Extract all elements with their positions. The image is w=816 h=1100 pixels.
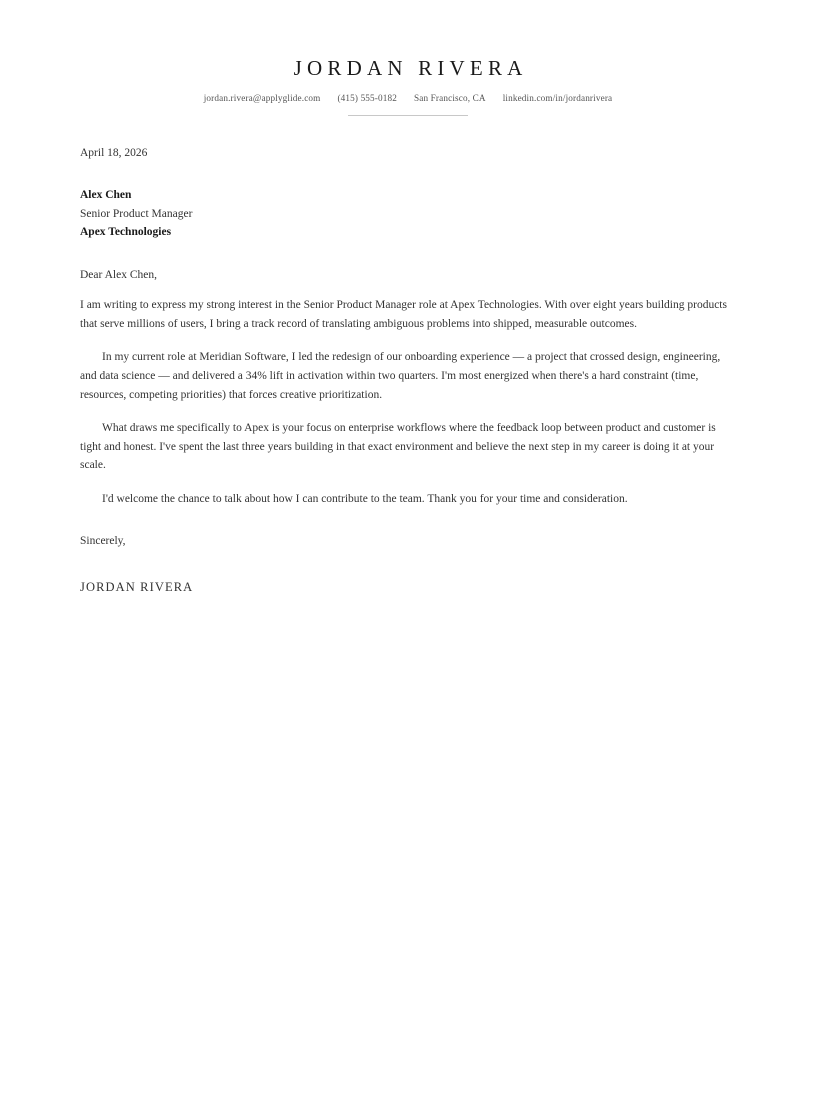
recipient-title: Senior Product Manager <box>80 207 193 220</box>
letter-date: April 18, 2026 <box>80 147 148 160</box>
letterhead <box>0 0 816 116</box>
contact-linkedin: linkedin.com/in/jordanrivera <box>502 93 613 104</box>
header-divider-wrap <box>0 115 816 116</box>
header-divider <box>348 115 468 116</box>
contact-email: jordan.rivera@applyglide.com <box>203 93 321 104</box>
contact-line <box>0 93 816 103</box>
recipient-company: Apex Technologies <box>80 226 172 239</box>
signature-name: JORDAN RIVERA <box>80 579 194 594</box>
closing-line: Sincerely, <box>80 534 126 547</box>
recipient-block <box>80 186 736 242</box>
body-paragraph-1: I am writing to express my strong interest in the Senior Product Manager role at Apex Technologies. With over eight years building products that serve millions of users, I bring a track record of translating ambiguous problems into shipped, measurable outcomes. <box>80 299 727 330</box>
contact-phone: (415) 555-0182 <box>337 93 397 104</box>
body-paragraph-4: I'd welcome the chance to talk about how I can contribute to the team. Thank you for your time and consideration. <box>102 493 628 506</box>
contact-location: San Francisco, CA <box>413 93 486 104</box>
body-paragraph-2: In my current role at Meridian Software, I led the redesign of our onboarding experience — a project that crossed design, engineering, and data science — and delivered a 34% lift in activation within two quarters. I'm most energized when there's a hard constraint (time, resources, competing priorities) that forces creative prioritization. <box>80 351 721 401</box>
salutation: Dear Alex Chen, <box>80 269 157 282</box>
page-title: JORDAN RIVERA <box>293 56 528 80</box>
letter-body <box>80 147 736 595</box>
body-paragraph-3: What draws me specifically to Apex is your focus on enterprise workflows where the feedback loop between product and customer is tight and honest. I've spent the last three years building in that exact environment and believe the next step in my career is doing it at your scale. <box>80 422 716 472</box>
recipient-name: Alex Chen <box>80 189 132 202</box>
